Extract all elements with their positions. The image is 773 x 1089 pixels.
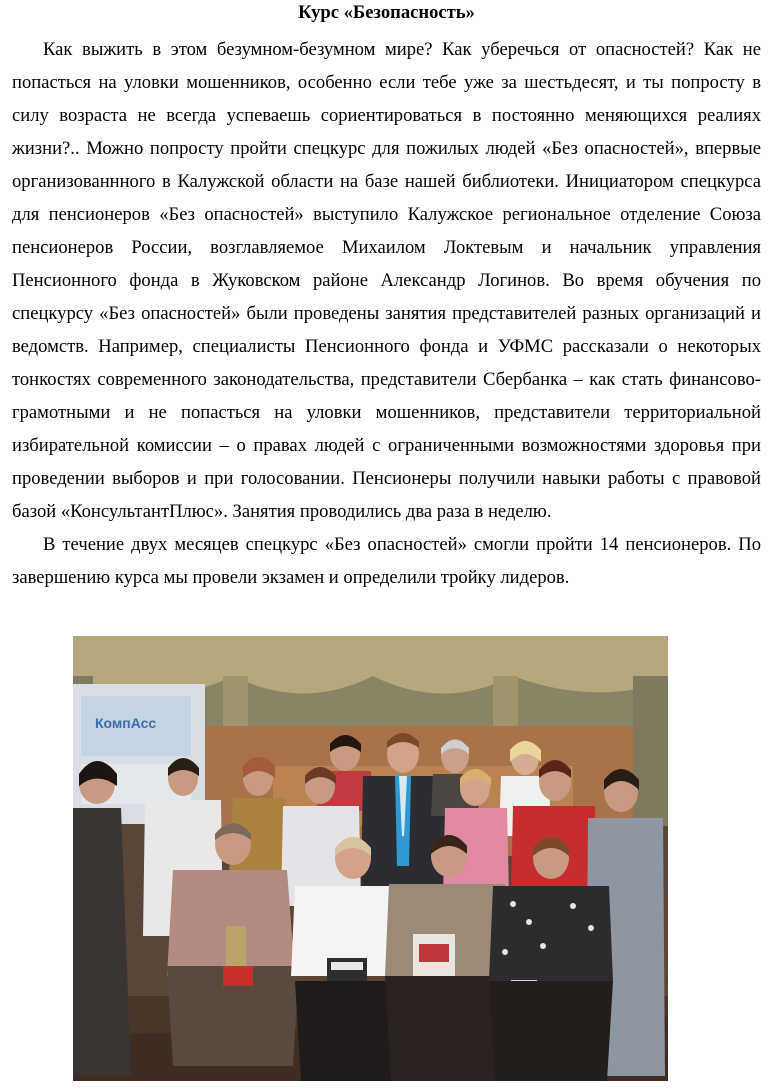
group-photo-illustration bbox=[73, 636, 668, 1081]
paragraph-2: В течение двух месяцев спецкурс «Без опасностей» смогли пройти 14 пенсионеров. По завершению курса мы провели экзамен и определили тройку лидеров. bbox=[12, 534, 761, 588]
document-body bbox=[12, 33, 761, 594]
document-title: Курс «Безопасность» bbox=[298, 2, 475, 23]
group-photo bbox=[73, 636, 668, 1081]
paragraph-1: Как выжить в этом безумном-безумном мире? Как уберечься от опасностей? Как не попасться на уловки мошенников, особенно если тебе уже за шестьдесят, и ты попросту в силу возраста не всегда успеваешь сориентироваться в постоянно меняющихся реалиях жизни?.. Можно попросту пройти спецкурс для пожилых людей «Без опасностей», впервые организованнного в Калужской области на базе нашей библиотеки. Инициатором спецкурса для пенсионеров «Без опасностей» выступило Калужское региональное отделение Союза пенсионеров России, возглавляемое Михаилом Локтевым и начальник управления Пенсионного фонда в Жуковском районе Александр Логинов. Во время обучения по спецкурсу «Без опасностей» были проведены занятия представителей разных организаций и ведомств. Например, специалисты Пенсионного фонда и УФМС рассказали о некоторых тонкостях современного законодательства, представители Сбербанка – как стать финансово-грамотными и не попасться на уловки мошенников, представители территориальной избирательной комиссии – о правах людей с ограниченными возможностями здоровья при проведении выборов и при голосовании. Пенсионеры получили навыки работы с правовой базой «КонсультантПлюс». Занятия проводились два раза в неделю. bbox=[12, 39, 761, 522]
screen-logo-text: КомпАсс bbox=[95, 715, 157, 731]
